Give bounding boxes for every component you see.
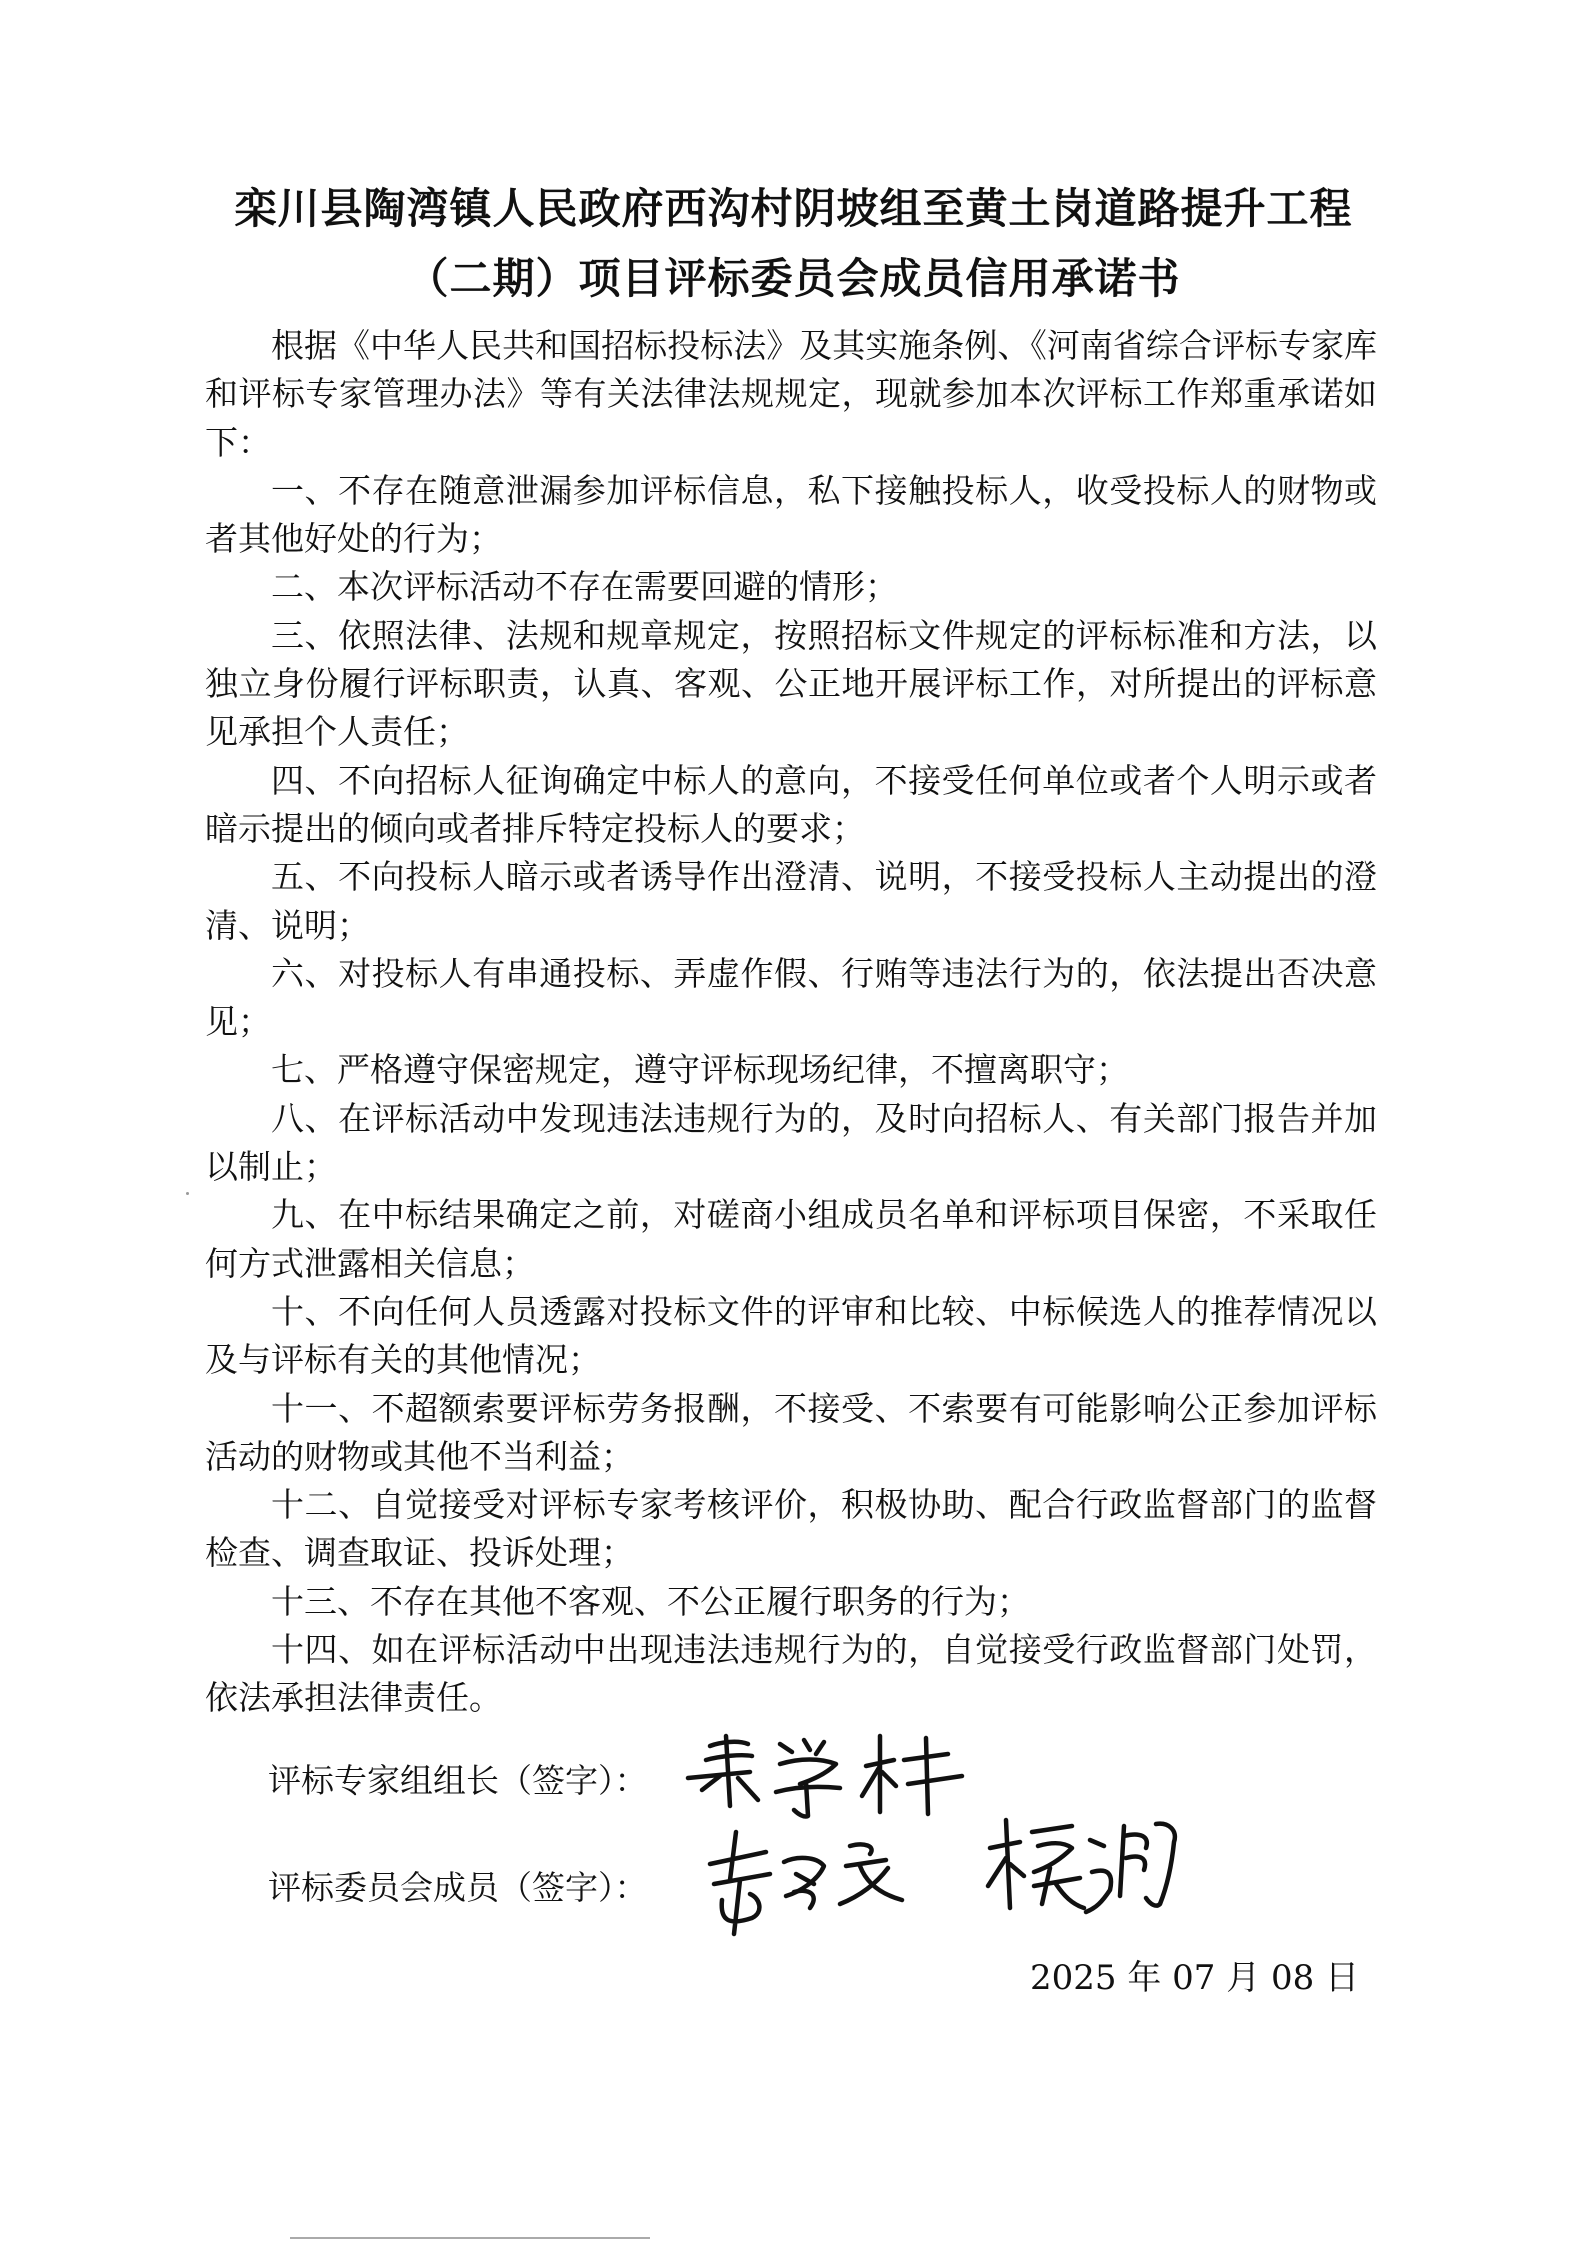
commitment-item-1: 一、不存在随意泄漏参加评标信息，私下接触投标人，收受投标人的财物或者其他好处的行为； bbox=[205, 470, 1377, 559]
commitment-item-12: 十二、自觉接受对评标专家考核评价，积极协助、配合行政监督部门的监督检查、调查取证、投诉处理； bbox=[205, 1485, 1377, 1573]
commitment-item-5: 五、不向投标人暗示或者诱导作出澄清、说明，不接受投标人主动提出的澄清、说明； bbox=[205, 857, 1377, 945]
document-date: 2025 年 07 月 08 日 bbox=[1030, 1958, 1360, 1998]
intro-paragraph: 根据《中华人民共和国招标投标法》及其实施条例、《河南省综合评标专家库和评标专家管理办法》等有关法律法规规定，现就参加本次评标工作郑重承诺如下： bbox=[205, 326, 1377, 462]
commitment-item-7: 七、严格遵守保密规定，遵守评标现场纪律，不擅离职守； bbox=[271, 1050, 1129, 1090]
member-2-handwritten-signature bbox=[980, 1812, 1190, 1927]
commitment-item-2: 二、本次评标活动不存在需要回避的情形； bbox=[271, 567, 898, 607]
scan-speck bbox=[186, 1192, 189, 1195]
member-1-handwritten-signature bbox=[700, 1822, 920, 1942]
document-body bbox=[205, 322, 1377, 1723]
commitment-item-14: 十四、如在评标活动中出现违法违规行为的，自觉接受行政监督部门处罚，依法承担法律责任。 bbox=[205, 1630, 1377, 1718]
commitment-item-3: 三、依照法律、法规和规章规定，按照招标文件规定的评标标准和方法，以独立身份履行评标职责，认真、客观、公正地开展评标工作，对所提出的评标意见承担个人责任； bbox=[205, 615, 1377, 752]
document-title-line-2: （二期）项目评标委员会成员信用承诺书 bbox=[406, 254, 1181, 303]
commitment-item-9: 九、在中标结果确定之前，对磋商小组成员名单和评标项目保密，不采取任何方式泄露相关信息； bbox=[205, 1195, 1377, 1283]
document-title-line-1: 栾川县陶湾镇人民政府西沟村阴坡组至黄土岗道路提升工程 bbox=[234, 184, 1353, 233]
commitment-item-11: 十一、不超额索要评标劳务报酬，不接受、不索要有可能影响公正参加评标活动的财物或其他不当利益； bbox=[205, 1388, 1377, 1476]
members-signature-label: 评标委员会成员（签字）： bbox=[268, 1868, 648, 1907]
commitment-item-10: 十、不向任何人员透露对投标文件的评审和比较、中标候选人的推荐情况以及与评标有关的其他情况； bbox=[205, 1291, 1377, 1380]
commitment-item-6: 六、对投标人有串通投标、弄虚作假、行贿等违法行为的，依法提出否决意见； bbox=[205, 953, 1377, 1042]
leader-signature-label: 评标专家组组长（签字）： bbox=[268, 1761, 648, 1800]
commitment-item-8: 八、在评标活动中发现违法违规行为的，及时向招标人、有关部门报告并加以制止； bbox=[205, 1098, 1377, 1187]
leader-handwritten-signature bbox=[680, 1726, 980, 1821]
scan-edge-mark bbox=[290, 2237, 650, 2239]
commitment-item-4: 四、不向招标人征询确定中标人的意向，不接受任何单位或者个人明示或者暗示提出的倾向或者排斥特定投标人的要求； bbox=[205, 760, 1377, 848]
commitment-item-13: 十三、不存在其他不客观、不公正履行职务的行为； bbox=[271, 1581, 1030, 1621]
